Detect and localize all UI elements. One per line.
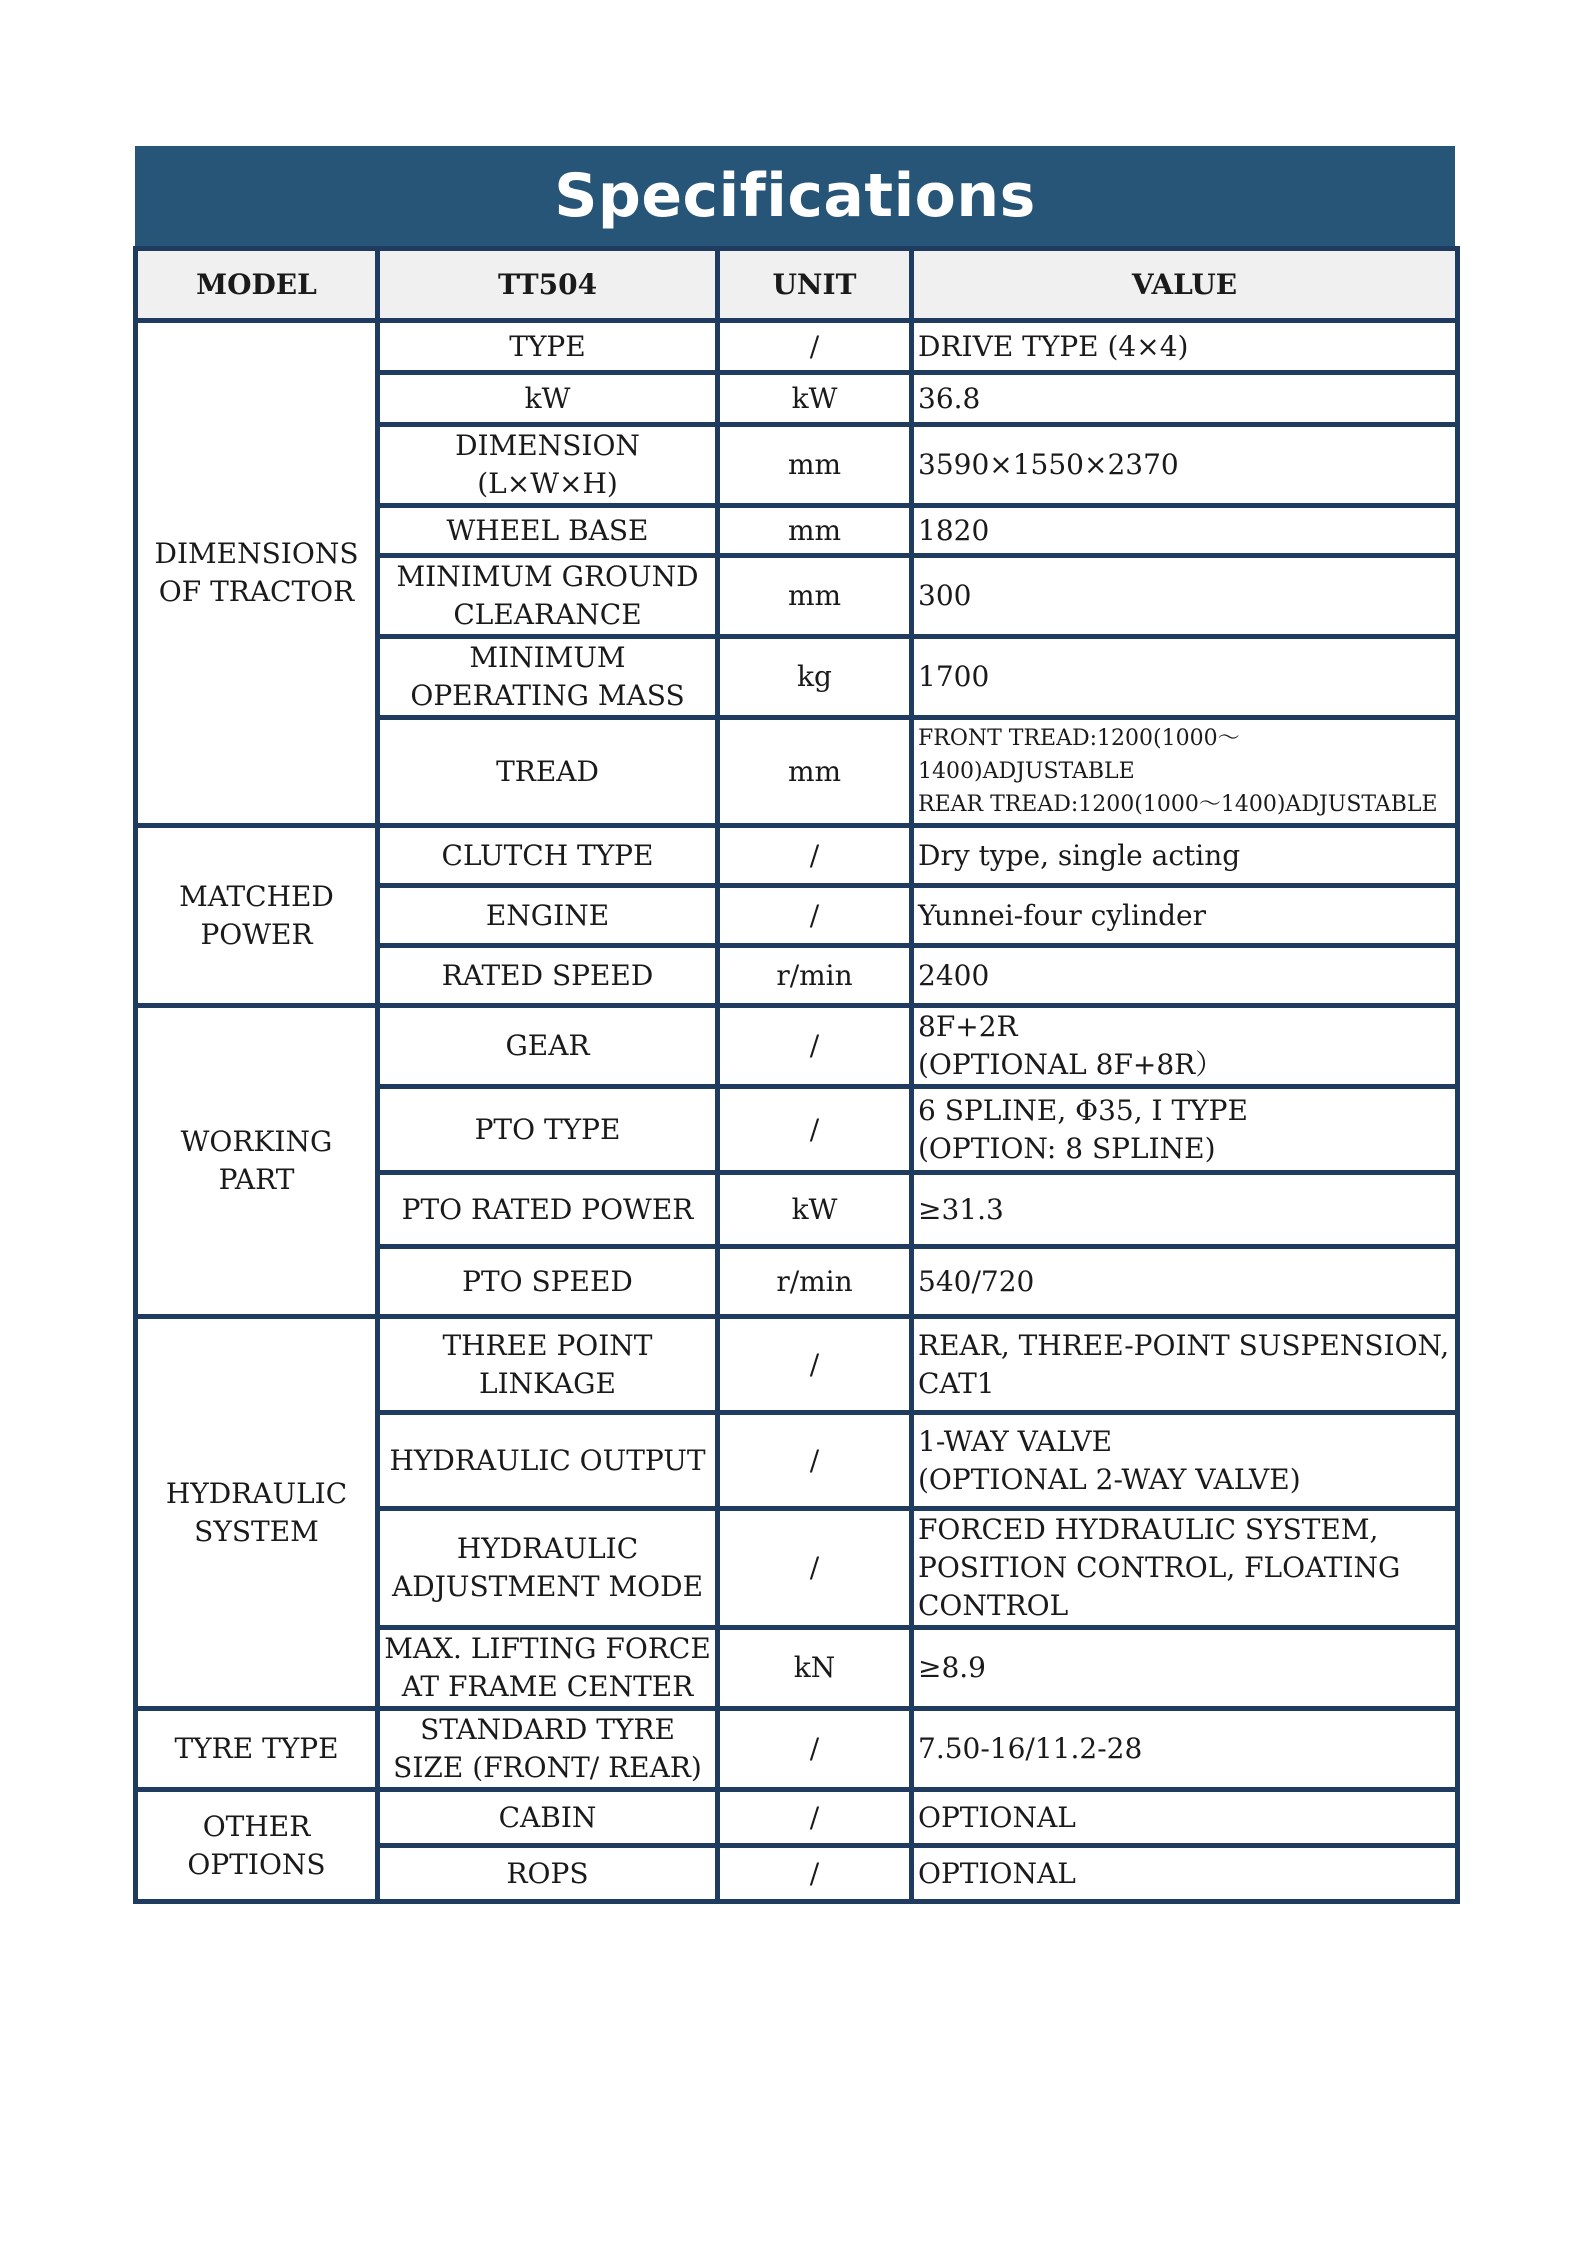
value-cell — [912, 1413, 1458, 1509]
value-line: (OPTIONAL 8F+8R） — [918, 1048, 1224, 1081]
group-tyre: TYRE TYPE — [136, 1709, 378, 1790]
item-label: WHEEL BASE — [378, 506, 718, 556]
table-row — [136, 321, 1458, 373]
unit-cell: / — [718, 321, 912, 373]
value-cell: 2400 — [912, 946, 1458, 1006]
spec-table — [133, 246, 1460, 1904]
item-label: ROPS — [378, 1846, 718, 1902]
value-cell: 36.8 — [912, 373, 1458, 425]
value-line: REAR TREAD:1200(1000～1400)ADJUSTABLE — [918, 792, 1438, 817]
value-cell: REAR, THREE-POINT SUSPENSION, CAT1 — [912, 1317, 1458, 1413]
item-label: HYDRAULIC ADJUSTMENT MODE — [378, 1509, 718, 1628]
value-cell: 3590×1550×2370 — [912, 425, 1458, 506]
unit-cell: mm — [718, 506, 912, 556]
value-cell — [912, 1006, 1458, 1087]
item-label: HYDRAULIC OUTPUT — [378, 1413, 718, 1509]
value-cell: OPTIONAL — [912, 1846, 1458, 1902]
item-label: ENGINE — [378, 886, 718, 946]
unit-cell: mm — [718, 718, 912, 826]
value-line: 6 SPLINE, Φ35, Ⅰ TYPE — [918, 1093, 1248, 1127]
unit-cell: / — [718, 1317, 912, 1413]
value-line: FRONT TREAD:1200(1000～1400)ADJUSTABLE — [918, 726, 1240, 784]
unit-cell: kW — [718, 373, 912, 425]
value-cell: DRIVE TYPE (4×4) — [912, 321, 1458, 373]
value-cell: 1700 — [912, 637, 1458, 718]
value-cell — [912, 718, 1458, 826]
value-cell: ≥8.9 — [912, 1628, 1458, 1709]
item-label: kW — [378, 373, 718, 425]
header-value: VALUE — [912, 249, 1458, 321]
header-unit: UNIT — [718, 249, 912, 321]
value-cell: FORCED HYDRAULIC SYSTEM, POSITION CONTROL, FLOATING CONTROL — [912, 1509, 1458, 1628]
item-label: TREAD — [378, 718, 718, 826]
unit-cell: / — [718, 1087, 912, 1173]
table-row — [136, 826, 1458, 886]
unit-cell: mm — [718, 556, 912, 637]
item-label: PTO SPEED — [378, 1247, 718, 1317]
unit-cell: / — [718, 1790, 912, 1846]
value-cell — [912, 1087, 1458, 1173]
item-label: MINIMUM OPERATING MASS — [378, 637, 718, 718]
group-dimensions: DIMENSIONS OF TRACTOR — [136, 321, 378, 826]
item-label: CABIN — [378, 1790, 718, 1846]
value-cell: OPTIONAL — [912, 1790, 1458, 1846]
unit-cell: / — [718, 886, 912, 946]
item-label: THREE POINT LINKAGE — [378, 1317, 718, 1413]
unit-cell: kN — [718, 1628, 912, 1709]
value-line: (OPTIONAL 2-WAY VALVE) — [918, 1462, 1301, 1496]
unit-cell: r/min — [718, 946, 912, 1006]
group-other-options: OTHER OPTIONS — [136, 1790, 378, 1902]
item-label: GEAR — [378, 1006, 718, 1087]
item-label: RATED SPEED — [378, 946, 718, 1006]
unit-cell: r/min — [718, 1247, 912, 1317]
item-label: TYPE — [378, 321, 718, 373]
item-label: CLUTCH TYPE — [378, 826, 718, 886]
unit-cell: kg — [718, 637, 912, 718]
table-row — [136, 1317, 1458, 1413]
unit-cell: / — [718, 1006, 912, 1087]
table-header-row — [136, 249, 1458, 321]
unit-cell: / — [718, 1846, 912, 1902]
page-title: Specifications — [135, 146, 1455, 246]
value-cell: Yunnei-four cylinder — [912, 886, 1458, 946]
unit-cell: kW — [718, 1173, 912, 1247]
group-working-part: WORKING PART — [136, 1006, 378, 1317]
value-cell: 540/720 — [912, 1247, 1458, 1317]
value-cell: 300 — [912, 556, 1458, 637]
unit-cell: / — [718, 826, 912, 886]
item-label: DIMENSION (L×W×H) — [378, 425, 718, 506]
item-label: MINIMUM GROUND CLEARANCE — [378, 556, 718, 637]
header-model: MODEL — [136, 249, 378, 321]
group-matched-power: MATCHED POWER — [136, 826, 378, 1006]
value-cell: 7.50-16/11.2-28 — [912, 1709, 1458, 1790]
table-row — [136, 1006, 1458, 1087]
table-row — [136, 1790, 1458, 1846]
group-hydraulic: HYDRAULIC SYSTEM — [136, 1317, 378, 1709]
header-model-value: TT504 — [378, 249, 718, 321]
unit-cell: / — [718, 1509, 912, 1628]
value-line: 8F+2R — [918, 1010, 1018, 1043]
unit-cell: / — [718, 1709, 912, 1790]
value-line: 1-WAY VALVE — [918, 1424, 1113, 1458]
table-row — [136, 1709, 1458, 1790]
item-label: PTO RATED POWER — [378, 1173, 718, 1247]
value-cell: 1820 — [912, 506, 1458, 556]
item-label: MAX. LIFTING FORCE AT FRAME CENTER — [378, 1628, 718, 1709]
value-line: (OPTION: 8 SPLINE) — [918, 1131, 1216, 1165]
item-label: STANDARD TYRE SIZE (FRONT/ REAR) — [378, 1709, 718, 1790]
item-label: PTO TYPE — [378, 1087, 718, 1173]
value-cell: Dry type, single acting — [912, 826, 1458, 886]
value-cell: ≥31.3 — [912, 1173, 1458, 1247]
unit-cell: mm — [718, 425, 912, 506]
unit-cell: / — [718, 1413, 912, 1509]
